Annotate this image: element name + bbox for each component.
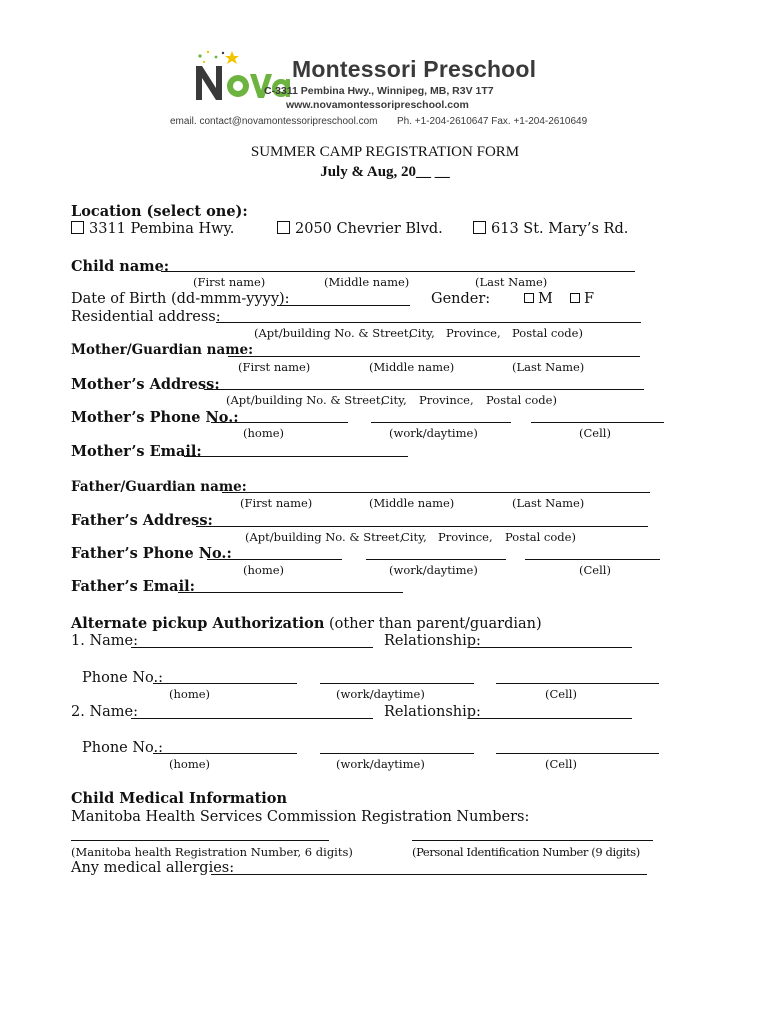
checkbox-icon[interactable] <box>71 221 84 234</box>
address-caption-street: (Apt/building No. & Street, <box>254 326 413 340</box>
alt2-phone-work-caption: (work/daytime) <box>336 757 425 771</box>
father-phone-cell-caption: (Cell) <box>579 563 611 577</box>
gender-f-label: F <box>584 291 595 307</box>
father-phone-cell-field[interactable] <box>525 559 660 560</box>
school-name: Montessori Preschool <box>292 56 537 82</box>
child-last-name-caption: (Last Name) <box>475 275 548 289</box>
pin-field[interactable] <box>412 840 653 841</box>
father-phone-work-field[interactable] <box>366 559 506 560</box>
mother-address-caption-street: (Apt/building No. & Street, <box>226 393 385 407</box>
alternate-pickup-heading-note: (other than parent/guardian) <box>329 616 542 632</box>
alt2-relationship-label: Relationship: <box>384 704 481 720</box>
location-label: Location (select one): <box>71 203 248 220</box>
location-option-pembina[interactable] <box>71 221 234 237</box>
mother-phone-work-field[interactable] <box>371 422 511 423</box>
location-option-st-marys[interactable] <box>473 221 628 237</box>
alt2-phone-cell-caption: (Cell) <box>545 757 577 771</box>
gender-label: Gender: <box>431 291 491 307</box>
mother-email-label: Mother’s Email: <box>71 443 202 460</box>
mother-address-caption-city: City, <box>381 393 407 407</box>
father-phone-work-caption: (work/daytime) <box>389 563 478 577</box>
mother-phone-work-caption: (work/daytime) <box>389 426 478 440</box>
checkbox-icon[interactable] <box>473 221 486 234</box>
alt1-phone-label: Phone No.: <box>82 670 164 686</box>
alt2-phone-work-field[interactable] <box>320 753 474 754</box>
mother-phone-home-field[interactable] <box>211 422 348 423</box>
mother-address-caption-province: Province, <box>419 393 474 407</box>
father-middle-name-caption: (Middle name) <box>369 496 455 510</box>
location-option-label: 2050 Chevrier Blvd. <box>295 221 443 237</box>
alt2-phone-cell-field[interactable] <box>496 753 659 754</box>
mother-address-label: Mother’s Address: <box>71 376 220 393</box>
gender-option-m[interactable] <box>524 291 553 307</box>
alt2-name-field[interactable] <box>131 718 373 719</box>
child-first-name-caption: (First name) <box>193 275 266 289</box>
form-title: SUMMER CAMP REGISTRATION FORM <box>250 144 520 160</box>
form-subtitle: July & Aug, 20__ __ <box>320 164 450 180</box>
dob-field[interactable] <box>277 305 410 306</box>
alt1-name-label: 1. Name: <box>71 633 138 649</box>
checkbox-icon[interactable] <box>570 293 580 303</box>
father-name-label: Father/Guardian name: <box>71 479 247 495</box>
alt1-phone-work-field[interactable] <box>320 683 474 684</box>
school-phone-fax: Ph. +1-204-2610647 Fax. +1-204-2610649 <box>397 116 588 127</box>
address-caption-province: Province, <box>446 326 501 340</box>
alt1-name-field[interactable] <box>131 647 373 648</box>
address-caption-city: City, <box>409 326 435 340</box>
mother-first-name-caption: (First name) <box>238 360 311 374</box>
alt2-phone-label: Phone No.: <box>82 740 164 756</box>
mh-number-field[interactable] <box>71 840 329 841</box>
location-option-label: 3311 Pembina Hwy. <box>89 221 235 237</box>
location-option-chevrier[interactable] <box>277 221 443 237</box>
mhsc-label: Manitoba Health Services Commission Registration Numbers: <box>71 809 530 825</box>
checkbox-icon[interactable] <box>277 221 290 234</box>
allergies-label: Any medical allergies: <box>71 860 235 876</box>
father-address-label: Father’s Address: <box>71 512 213 529</box>
father-address-caption-postal: Postal code) <box>505 530 576 544</box>
alt2-phone-home-caption: (home) <box>169 757 211 771</box>
school-website: www.novamontessoripreschool.com <box>286 99 469 111</box>
pin-caption: (Personal Identification Number (9 digits) <box>412 845 640 859</box>
father-email-field[interactable] <box>178 592 403 593</box>
alt1-phone-cell-caption: (Cell) <box>545 687 577 701</box>
father-first-name-caption: (First name) <box>240 496 313 510</box>
mother-middle-name-caption: (Middle name) <box>369 360 455 374</box>
father-name-field[interactable] <box>222 492 650 493</box>
father-phone-label: Father’s Phone No.: <box>71 545 232 562</box>
father-address-field[interactable] <box>196 526 648 527</box>
father-email-label: Father’s Email: <box>71 578 195 595</box>
gender-option-f[interactable] <box>570 291 594 307</box>
school-email: email. contact@novamontessoripreschool.com <box>170 116 378 127</box>
dob-label: Date of Birth (dd-mmm-yyyy): <box>71 291 290 307</box>
alt2-name-label: 2. Name: <box>71 704 138 720</box>
location-option-label: 613 St. Mary’s Rd. <box>491 221 629 237</box>
mother-address-field[interactable] <box>204 389 644 390</box>
residential-address-label: Residential address: <box>71 309 221 325</box>
child-name-field[interactable] <box>161 271 635 272</box>
child-middle-name-caption: (Middle name) <box>324 275 410 289</box>
mother-phone-cell-field[interactable] <box>531 422 664 423</box>
checkbox-icon[interactable] <box>524 293 534 303</box>
alt2-relationship-field[interactable] <box>470 718 632 719</box>
alternate-pickup-heading-bold: Alternate pickup Authorization <box>71 615 325 632</box>
alt2-phone-home-field[interactable] <box>153 753 297 754</box>
mother-name-field[interactable] <box>228 356 640 357</box>
mother-phone-label: Mother’s Phone No.: <box>71 409 239 426</box>
school-address: C-3311 Pembina Hwy., Winnipeg, MB, R3V 1T7 <box>264 85 494 97</box>
father-phone-home-caption: (home) <box>243 563 285 577</box>
alt1-phone-work-caption: (work/daytime) <box>336 687 425 701</box>
allergies-field[interactable] <box>211 874 647 875</box>
mother-name-label: Mother/Guardian name: <box>71 342 254 358</box>
mother-address-caption-postal: Postal code) <box>486 393 557 407</box>
mother-phone-home-caption: (home) <box>243 426 285 440</box>
residential-address-field[interactable] <box>216 322 641 323</box>
child-name-label: Child name: <box>71 258 170 275</box>
mother-phone-cell-caption: (Cell) <box>579 426 611 440</box>
father-phone-home-field[interactable] <box>207 559 342 560</box>
alt1-phone-home-field[interactable] <box>153 683 297 684</box>
address-caption-postal: Postal code) <box>512 326 583 340</box>
alt1-relationship-field[interactable] <box>470 647 632 648</box>
alt1-phone-home-caption: (home) <box>169 687 211 701</box>
father-address-caption-city: City, <box>401 530 427 544</box>
father-address-caption-street: (Apt/building No. & Street, <box>245 530 404 544</box>
father-address-caption-province: Province, <box>438 530 493 544</box>
alt1-phone-cell-field[interactable] <box>496 683 659 684</box>
father-last-name-caption: (Last Name) <box>512 496 585 510</box>
mother-email-field[interactable] <box>184 456 408 457</box>
medical-heading: Child Medical Information <box>71 790 288 807</box>
alternate-pickup-heading <box>71 615 542 632</box>
mh-number-caption: (Manitoba health Registration Number, 6 digits) <box>71 845 353 859</box>
alt1-relationship-label: Relationship: <box>384 633 481 649</box>
gender-m-label: M <box>538 291 553 307</box>
mother-last-name-caption: (Last Name) <box>512 360 585 374</box>
